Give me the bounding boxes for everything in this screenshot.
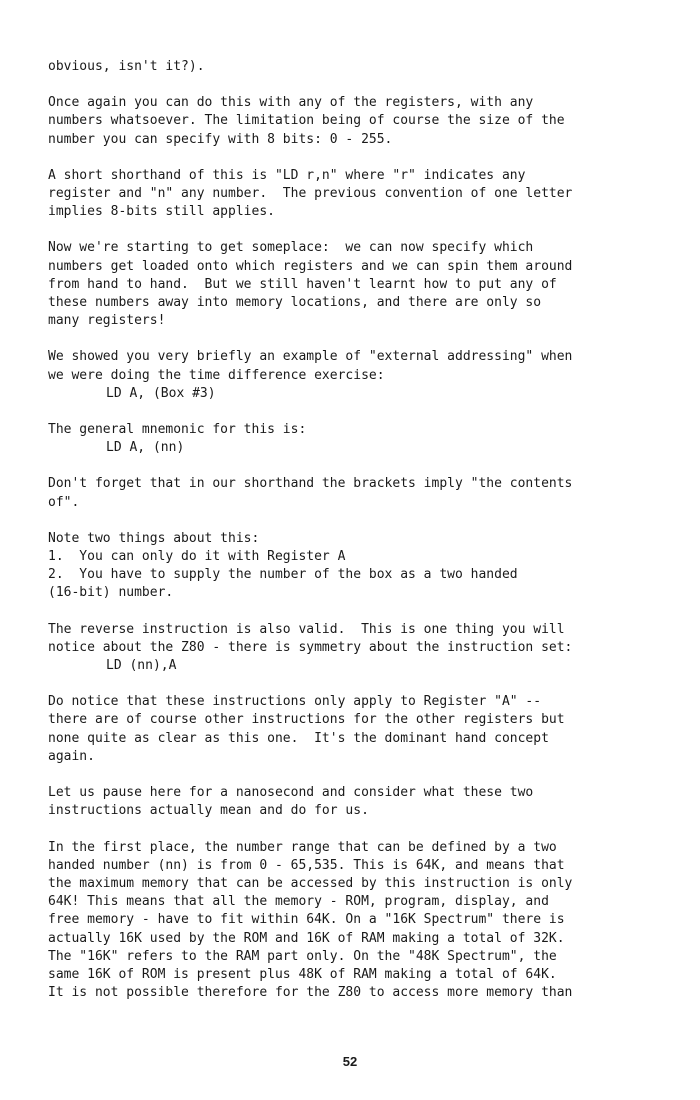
code-example-box: LD A, (Box #3) xyxy=(106,385,216,401)
paragraph-intro: obvious, isn't it?). xyxy=(48,59,205,74)
code-example-ld-a-nn: LD A, (nn) xyxy=(106,440,185,456)
page-body xyxy=(48,58,678,1020)
paragraph-general-mnemonic: The general mnemonic for this is: xyxy=(48,422,307,438)
code-example-ld-nn-a: LD (nn),A xyxy=(106,658,177,674)
paragraph-brackets: Don't forget that in our shorthand the brackets imply "the contents of". xyxy=(48,476,573,510)
paragraph-two-things: Note two things about this: 1. You can only do it with Register A 2. You have to supply the number of the box as a two handed (16-bit) number. xyxy=(48,530,518,601)
paragraph-nanosecond: Let us pause here for a nanosecond and consider what these two instructions actually mean and do for us. xyxy=(48,785,534,819)
paragraph-register-a: Do notice that these instructions only apply to Register "A" -- there are of course other instructions for the other registers but none quite as clear as this one. It's the dominant hand concept again. xyxy=(48,694,565,764)
paragraph-reverse: The reverse instruction is also valid. This is one thing you will notice about the Z80 - there is symmetry about the instruction set: xyxy=(48,621,573,655)
paragraph-external-addressing: We showed you very briefly an example of "external addressing" when we were doing the time difference exercise: xyxy=(48,349,573,383)
paragraph-memory-range: In the first place, the number range that can be defined by a two handed number (nn) is from 0 - 65,535. This is 64K, and means that the maximum memory that can be accessed by this instruction is only 64K! This means that all the memory - ROM, program, display, and free memory - have to fit within 64K. On a "16K Spectrum" there is actually 16K used by the ROM and 16K of RAM making a total of 32K. The "16K" refers to the RAM part only. On the "48K Spectrum", the same 16K of ROM is present plus 48K of RAM making a total of 64K. It is not possible therefore for the Z80 to access more memory than xyxy=(48,839,573,1001)
paragraph-someplace: Now we're starting to get someplace: we can now specify which numbers get loaded onto which registers and we can spin them around from hand to hand. But we still haven't learnt how to put any of these numbers away into memory locations, and there are only so many registers! xyxy=(48,240,573,329)
paragraph-registers: Once again you can do this with any of the registers, with any numbers whatsoever. The limitation being of course the size of the number you can specify with 8 bits: 0 - 255. xyxy=(48,95,565,147)
page-number: 52 xyxy=(342,1054,358,1069)
paragraph-shorthand: A short shorthand of this is "LD r,n" where "r" indicates any register and "n" any number. The previous convention of one letter implies 8-bits still applies. xyxy=(48,167,573,220)
